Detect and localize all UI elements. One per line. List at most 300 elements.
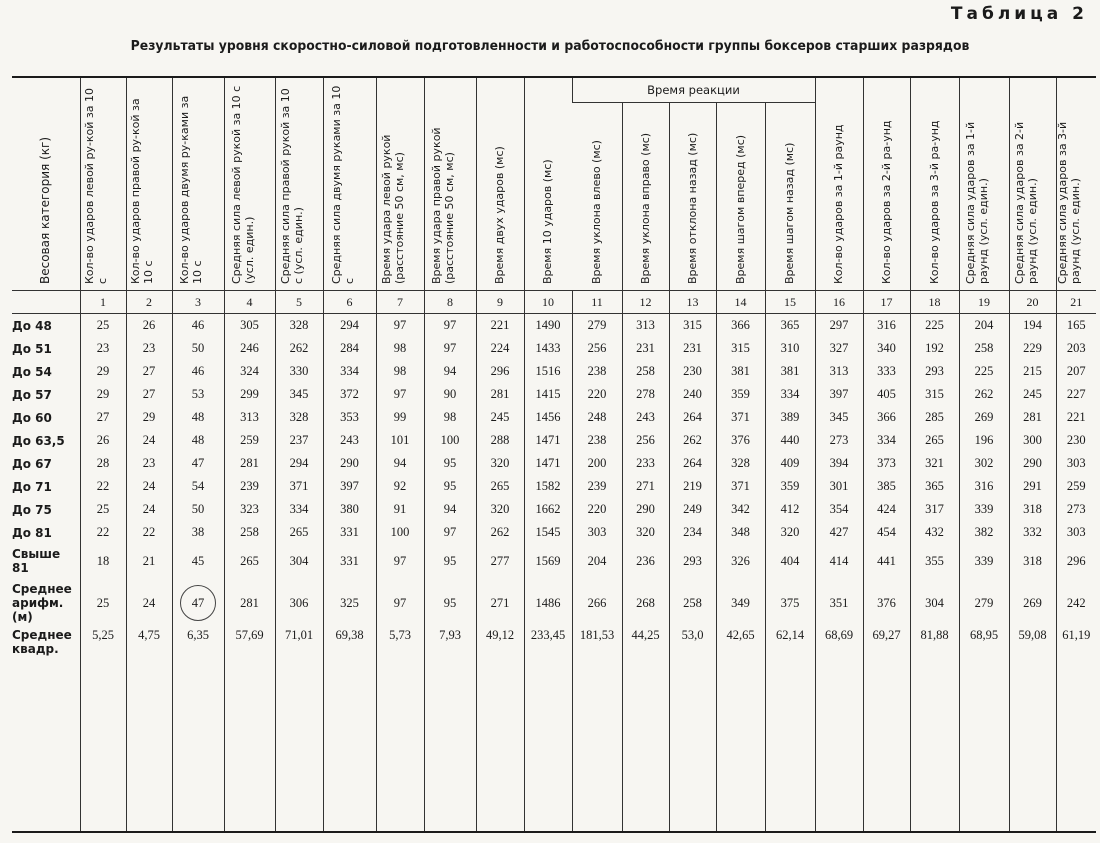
table-cell: 262 xyxy=(959,383,1009,406)
table-cell: 100 xyxy=(376,521,424,544)
row-category: До 60 xyxy=(12,410,52,425)
row-category: Среднее арифм. (м) xyxy=(12,582,72,624)
table-cell: 23 xyxy=(126,337,172,360)
table-cell: 315 xyxy=(910,383,959,406)
table-cell: 318 xyxy=(1009,544,1056,578)
table-cell: 29 xyxy=(80,360,126,383)
column-number: 1 xyxy=(80,291,126,314)
table-cell: 366 xyxy=(863,406,910,429)
blank-cell xyxy=(765,666,815,832)
table-cell: 95 xyxy=(424,578,476,628)
table-row xyxy=(12,383,1096,406)
row-category: До 48 xyxy=(12,318,52,333)
table-cell: 281 xyxy=(1009,406,1056,429)
table-cell: 1456 xyxy=(524,406,572,429)
table-cell: 22 xyxy=(80,475,126,498)
table-title: Результаты уровня скоростно-силовой подготовленности и работоспособности группы боксеров старших разрядов xyxy=(130,38,970,54)
column-header: Кол-во ударов правой ру-кой за 10 с xyxy=(126,77,172,291)
column-header: Средняя сила двумя руками за 10 с xyxy=(323,77,376,291)
table-cell: 22 xyxy=(80,521,126,544)
column-number: 2 xyxy=(126,291,172,314)
table-cell: 440 xyxy=(765,429,815,452)
table-cell: 50 xyxy=(172,337,224,360)
table-cell: 290 xyxy=(622,498,669,521)
table-cell: 278 xyxy=(622,383,669,406)
table-cell: 27 xyxy=(80,406,126,429)
table-cell: 441 xyxy=(863,544,910,578)
table-row xyxy=(12,578,1096,628)
table-cell: 47 xyxy=(172,452,224,475)
table-cell: 409 xyxy=(765,452,815,475)
table-cell: 242 xyxy=(1056,578,1096,628)
table-cell: 81,88 xyxy=(910,628,959,666)
row-category: До 67 xyxy=(12,456,52,471)
table-cell: 225 xyxy=(910,314,959,338)
blank-cell xyxy=(224,666,275,832)
table-cell: 285 xyxy=(910,406,959,429)
table-cell: 27 xyxy=(126,360,172,383)
table-cell: 98 xyxy=(376,337,424,360)
table-cell: 281 xyxy=(476,383,524,406)
table-cell: 259 xyxy=(224,429,275,452)
table-cell: 316 xyxy=(959,475,1009,498)
table-cell: 97 xyxy=(424,314,476,338)
table-cell: 24 xyxy=(126,475,172,498)
table-cell: 259 xyxy=(1056,475,1096,498)
table-cell: 328 xyxy=(275,406,323,429)
table-cell: 23 xyxy=(126,452,172,475)
table-cell: 48 xyxy=(172,406,224,429)
table-cell: 18 xyxy=(80,544,126,578)
table-cell: 1582 xyxy=(524,475,572,498)
table-cell: 42,65 xyxy=(716,628,765,666)
column-header: Время уклона влево (мс) xyxy=(572,103,622,291)
table-cell: 288 xyxy=(476,429,524,452)
table-cell: 296 xyxy=(476,360,524,383)
table-cell: 334 xyxy=(323,360,376,383)
table-cell: 243 xyxy=(323,429,376,452)
table-cell: 256 xyxy=(622,429,669,452)
table-cell: 249 xyxy=(669,498,716,521)
table-cell: 348 xyxy=(716,521,765,544)
table-cell: 306 xyxy=(275,578,323,628)
table-cell: 234 xyxy=(669,521,716,544)
table-cell: 229 xyxy=(1009,337,1056,360)
table-cell: 354 xyxy=(815,498,863,521)
table-cell: 38 xyxy=(172,521,224,544)
table-cell: 262 xyxy=(669,429,716,452)
column-number: 8 xyxy=(424,291,476,314)
table-cell: 273 xyxy=(1056,498,1096,521)
table-cell: 248 xyxy=(572,406,622,429)
table-cell: 5,25 xyxy=(80,628,126,666)
table-cell: 366 xyxy=(716,314,765,338)
table-cell: 397 xyxy=(323,475,376,498)
blank-cell xyxy=(669,666,716,832)
table-cell: 49,12 xyxy=(476,628,524,666)
table-cell: 1516 xyxy=(524,360,572,383)
column-header: Средняя сила левой рукой за 10 с (усл. един.) xyxy=(224,77,275,291)
table-cell: 165 xyxy=(1056,314,1096,338)
table-cell: 269 xyxy=(1009,578,1056,628)
table-cell: 385 xyxy=(863,475,910,498)
table-cell: 97 xyxy=(376,578,424,628)
table-label: Таблица 2 xyxy=(950,4,1088,24)
column-number: 19 xyxy=(959,291,1009,314)
table-cell: 45 xyxy=(172,544,224,578)
table-cell: 326 xyxy=(716,544,765,578)
table-cell: 220 xyxy=(572,498,622,521)
blank-cell xyxy=(863,666,910,832)
table-cell: 404 xyxy=(765,544,815,578)
column-header: Время 10 ударов (мс) xyxy=(524,77,572,291)
column-header: Время шагом назад (мс) xyxy=(765,103,815,291)
table-cell: 227 xyxy=(1056,383,1096,406)
table-cell: 1486 xyxy=(524,578,572,628)
blank-cell xyxy=(815,666,863,832)
table-cell: 95 xyxy=(424,475,476,498)
table-cell: 313 xyxy=(815,360,863,383)
table-cell: 351 xyxy=(815,578,863,628)
row-category: До 63,5 xyxy=(12,433,65,448)
table-cell: 220 xyxy=(572,383,622,406)
table-cell: 54 xyxy=(172,475,224,498)
table-blank-area xyxy=(12,666,1096,832)
table-cell: 334 xyxy=(863,429,910,452)
column-number: 16 xyxy=(815,291,863,314)
table-cell: 97 xyxy=(376,383,424,406)
table-cell: 46 xyxy=(172,314,224,338)
table-cell: 299 xyxy=(224,383,275,406)
table-cell: 231 xyxy=(669,337,716,360)
table-cell: 258 xyxy=(959,337,1009,360)
table-cell: 230 xyxy=(1056,429,1096,452)
table-cell: 371 xyxy=(716,406,765,429)
table-row xyxy=(12,406,1096,429)
table-cell: 313 xyxy=(224,406,275,429)
table-cell: 22 xyxy=(126,521,172,544)
table-cell: 53 xyxy=(172,383,224,406)
table-cell: 262 xyxy=(476,521,524,544)
table-cell: 1471 xyxy=(524,429,572,452)
table-cell: 310 xyxy=(765,337,815,360)
column-number: 21 xyxy=(1056,291,1096,314)
table-cell: 294 xyxy=(323,314,376,338)
table-cell: 94 xyxy=(424,498,476,521)
table-cell: 269 xyxy=(959,406,1009,429)
table-cell: 68,69 xyxy=(815,628,863,666)
table-cell: 291 xyxy=(1009,475,1056,498)
number-cell-empty xyxy=(12,291,80,314)
circled-value: 47 xyxy=(180,585,216,621)
table-cell: 203 xyxy=(1056,337,1096,360)
table-cell: 412 xyxy=(765,498,815,521)
table-cell: 1490 xyxy=(524,314,572,338)
table-cell: 1569 xyxy=(524,544,572,578)
table-cell: 381 xyxy=(765,360,815,383)
table-cell: 243 xyxy=(622,406,669,429)
table-cell: 24 xyxy=(126,429,172,452)
table-cell: 389 xyxy=(765,406,815,429)
table-cell: 371 xyxy=(716,475,765,498)
row-category: Свыше 81 xyxy=(12,547,61,575)
table-cell: 237 xyxy=(275,429,323,452)
table-cell: 59,08 xyxy=(1009,628,1056,666)
table-cell: 342 xyxy=(716,498,765,521)
blank-cell xyxy=(424,666,476,832)
table-cell: 271 xyxy=(476,578,524,628)
table-cell: 359 xyxy=(765,475,815,498)
table-cell: 44,25 xyxy=(622,628,669,666)
table-cell: 313 xyxy=(622,314,669,338)
table-cell: 57,69 xyxy=(224,628,275,666)
table-cell: 245 xyxy=(1009,383,1056,406)
table-cell: 245 xyxy=(476,406,524,429)
table-cell: 317 xyxy=(910,498,959,521)
table-cell xyxy=(172,578,224,628)
table-cell: 29 xyxy=(126,406,172,429)
table-cell: 331 xyxy=(323,544,376,578)
table-cell: 200 xyxy=(572,452,622,475)
table-cell: 355 xyxy=(910,544,959,578)
table-cell: 90 xyxy=(424,383,476,406)
table-row xyxy=(12,314,1096,338)
table-cell: 97 xyxy=(376,544,424,578)
row-category: До 57 xyxy=(12,387,52,402)
table-cell: 24 xyxy=(126,498,172,521)
table-cell: 345 xyxy=(815,406,863,429)
column-number: 11 xyxy=(572,291,622,314)
table-cell: 315 xyxy=(716,337,765,360)
table-cell: 256 xyxy=(572,337,622,360)
table-cell: 1662 xyxy=(524,498,572,521)
table-cell: 302 xyxy=(959,452,1009,475)
column-number: 5 xyxy=(275,291,323,314)
table-cell: 91 xyxy=(376,498,424,521)
table-cell: 382 xyxy=(959,521,1009,544)
table-cell: 239 xyxy=(224,475,275,498)
column-header: Кол-во ударов за 1-й раунд xyxy=(815,77,863,291)
table-cell: 238 xyxy=(572,429,622,452)
column-number: 4 xyxy=(224,291,275,314)
table-cell: 221 xyxy=(476,314,524,338)
table-cell: 271 xyxy=(622,475,669,498)
row-category: До 71 xyxy=(12,479,52,494)
table-cell: 4,75 xyxy=(126,628,172,666)
table-cell: 397 xyxy=(815,383,863,406)
row-category: До 81 xyxy=(12,525,52,540)
table-cell: 334 xyxy=(765,383,815,406)
table-cell: 268 xyxy=(622,578,669,628)
table-cell: 279 xyxy=(572,314,622,338)
table-cell: 53,0 xyxy=(669,628,716,666)
table-cell: 219 xyxy=(669,475,716,498)
table-cell: 25 xyxy=(80,578,126,628)
table-cell: 258 xyxy=(224,521,275,544)
table-cell: 26 xyxy=(80,429,126,452)
table-cell: 300 xyxy=(1009,429,1056,452)
table-cell: 284 xyxy=(323,337,376,360)
table-cell: 365 xyxy=(765,314,815,338)
table-cell: 196 xyxy=(959,429,1009,452)
table-cell: 95 xyxy=(424,544,476,578)
table-cell: 281 xyxy=(224,578,275,628)
table-cell: 181,53 xyxy=(572,628,622,666)
table-cell: 273 xyxy=(815,429,863,452)
table-cell: 328 xyxy=(716,452,765,475)
header-weight-category: Весовая категория (кг) xyxy=(37,137,52,284)
blank-cell xyxy=(323,666,376,832)
table-cell: 258 xyxy=(669,578,716,628)
column-header: Средняя сила ударов за 3-й раунд (усл. един.) xyxy=(1056,77,1096,291)
row-category: Среднее квадр. xyxy=(12,628,72,656)
table-cell: 321 xyxy=(910,452,959,475)
table-cell: 97 xyxy=(424,337,476,360)
table-cell: 304 xyxy=(275,544,323,578)
table-cell: 1545 xyxy=(524,521,572,544)
table-cell: 240 xyxy=(669,383,716,406)
table-row xyxy=(12,544,1096,578)
row-category: До 54 xyxy=(12,364,52,379)
table-cell: 1433 xyxy=(524,337,572,360)
table-cell: 353 xyxy=(323,406,376,429)
table-cell: 365 xyxy=(910,475,959,498)
table-cell: 375 xyxy=(765,578,815,628)
table-cell: 320 xyxy=(476,498,524,521)
table-cell: 359 xyxy=(716,383,765,406)
table-cell: 290 xyxy=(323,452,376,475)
table-cell: 293 xyxy=(910,360,959,383)
table-row xyxy=(12,475,1096,498)
table-cell: 265 xyxy=(476,475,524,498)
blank-cell xyxy=(1056,666,1096,832)
table-cell: 339 xyxy=(959,498,1009,521)
table-cell: 27 xyxy=(126,383,172,406)
table-cell: 68,95 xyxy=(959,628,1009,666)
table-cell: 324 xyxy=(224,360,275,383)
table-cell: 239 xyxy=(572,475,622,498)
column-number: 9 xyxy=(476,291,524,314)
table-cell: 50 xyxy=(172,498,224,521)
table-row xyxy=(12,360,1096,383)
blank-cell xyxy=(716,666,765,832)
blank-cell xyxy=(572,666,622,832)
column-header: Кол-во ударов за 2-й ра-унд xyxy=(863,77,910,291)
table-cell: 305 xyxy=(224,314,275,338)
table-cell: 320 xyxy=(765,521,815,544)
table-cell: 325 xyxy=(323,578,376,628)
table-cell: 373 xyxy=(863,452,910,475)
column-header: Средняя сила ударов за 1-й раунд (усл. един.) xyxy=(959,77,1009,291)
table-cell: 7,93 xyxy=(424,628,476,666)
table-cell: 376 xyxy=(863,578,910,628)
table-row xyxy=(12,498,1096,521)
table-cell: 303 xyxy=(1056,452,1096,475)
column-number: 15 xyxy=(765,291,815,314)
table-cell: 293 xyxy=(669,544,716,578)
table-cell: 62,14 xyxy=(765,628,815,666)
column-header: Средняя сила ударов за 2-й раунд (усл. един.) xyxy=(1009,77,1056,291)
column-header: Кол-во ударов левой ру-кой за 10 с xyxy=(80,77,126,291)
table-cell: 266 xyxy=(572,578,622,628)
table-cell: 221 xyxy=(1056,406,1096,429)
table-cell: 101 xyxy=(376,429,424,452)
column-header: Кол-во ударов за 3-й ра-унд xyxy=(910,77,959,291)
table-cell: 262 xyxy=(275,337,323,360)
table-row xyxy=(12,521,1096,544)
table-cell: 25 xyxy=(80,314,126,338)
row-category: До 51 xyxy=(12,341,52,356)
table-cell: 224 xyxy=(476,337,524,360)
table-cell: 290 xyxy=(1009,452,1056,475)
table-cell: 334 xyxy=(275,498,323,521)
table-cell: 303 xyxy=(572,521,622,544)
table-cell: 25 xyxy=(80,498,126,521)
column-number: 3 xyxy=(172,291,224,314)
table-cell: 1415 xyxy=(524,383,572,406)
table-cell: 97 xyxy=(376,314,424,338)
column-number: 14 xyxy=(716,291,765,314)
header-group-reaction-time: Время реакции xyxy=(572,77,815,103)
table-cell: 424 xyxy=(863,498,910,521)
table-cell: 265 xyxy=(275,521,323,544)
column-header: Время отклона назад (мс) xyxy=(669,103,716,291)
column-number: 20 xyxy=(1009,291,1056,314)
table-cell: 194 xyxy=(1009,314,1056,338)
table-cell: 376 xyxy=(716,429,765,452)
table-cell: 301 xyxy=(815,475,863,498)
column-number: 6 xyxy=(323,291,376,314)
table-cell: 394 xyxy=(815,452,863,475)
table-cell: 349 xyxy=(716,578,765,628)
table-cell: 1471 xyxy=(524,452,572,475)
blank-cell xyxy=(959,666,1009,832)
column-header: Время уклона вправо (мс) xyxy=(622,103,669,291)
table-cell: 100 xyxy=(424,429,476,452)
table-cell: 71,01 xyxy=(275,628,323,666)
table-cell: 29 xyxy=(80,383,126,406)
table-cell: 192 xyxy=(910,337,959,360)
table-cell: 414 xyxy=(815,544,863,578)
table-cell: 5,73 xyxy=(376,628,424,666)
table-cell: 94 xyxy=(424,360,476,383)
table-cell: 98 xyxy=(424,406,476,429)
table-cell: 281 xyxy=(224,452,275,475)
table-cell: 381 xyxy=(716,360,765,383)
table-cell: 95 xyxy=(424,452,476,475)
table-cell: 339 xyxy=(959,544,1009,578)
table-cell: 231 xyxy=(622,337,669,360)
blank-cell xyxy=(12,666,80,832)
table-cell: 264 xyxy=(669,452,716,475)
blank-cell xyxy=(172,666,224,832)
table-cell: 303 xyxy=(1056,521,1096,544)
table-cell: 316 xyxy=(863,314,910,338)
column-number: 18 xyxy=(910,291,959,314)
table-cell: 215 xyxy=(1009,360,1056,383)
table-cell: 320 xyxy=(476,452,524,475)
table-row xyxy=(12,452,1096,475)
table-cell: 265 xyxy=(224,544,275,578)
table-cell: 332 xyxy=(1009,521,1056,544)
table-cell: 258 xyxy=(622,360,669,383)
table-cell: 340 xyxy=(863,337,910,360)
table-cell: 207 xyxy=(1056,360,1096,383)
table-row xyxy=(12,628,1096,666)
blank-cell xyxy=(126,666,172,832)
table-cell: 327 xyxy=(815,337,863,360)
column-header: Время шагом вперед (мс) xyxy=(716,103,765,291)
